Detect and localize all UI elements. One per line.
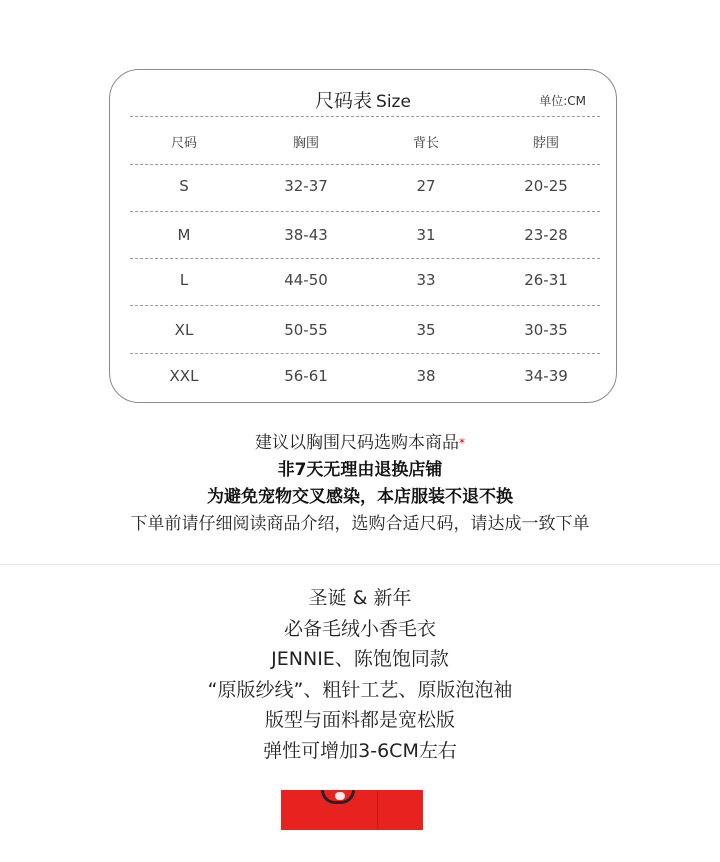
- cell-size: XXL: [169, 367, 199, 385]
- cell-chest: 50-55: [284, 321, 328, 339]
- size-chart-title-en: Size: [376, 92, 411, 112]
- cell-back-length: 38: [416, 367, 436, 385]
- header-neck: 脖围: [532, 136, 559, 151]
- size-chart-card: [109, 69, 617, 403]
- cell-back-length: 35: [416, 321, 436, 339]
- cell-neck: 30-35: [524, 321, 568, 339]
- table-row-l: [110, 271, 616, 291]
- asterisk-mark: *: [459, 436, 465, 450]
- cell-neck: 20-25: [524, 177, 568, 195]
- note-size-advice-text: 建议以胸围尺码选购本商品: [255, 433, 459, 453]
- table-row-xl: [110, 321, 616, 341]
- table-divider: [130, 305, 600, 306]
- cell-size: S: [179, 177, 189, 195]
- cell-back-length: 27: [416, 177, 436, 195]
- cell-chest: 44-50: [284, 271, 328, 289]
- table-row-s: [110, 177, 616, 197]
- note-read-before-order: 下单前请仔细阅读商品介绍，选购合适尺码，请达成一致下单: [130, 514, 590, 534]
- table-header-row: [110, 132, 616, 152]
- table-divider: [130, 164, 600, 165]
- section-divider: [0, 564, 720, 565]
- cell-neck: 23-28: [524, 226, 568, 244]
- promo-line-4: “原版纱线”、粗针工艺、原版泡泡袖: [207, 678, 513, 701]
- promo-line-2: 必备毛绒小香毛衣: [283, 617, 436, 640]
- table-row-m: [110, 226, 616, 246]
- cell-chest: 56-61: [284, 367, 328, 385]
- note-no-return: 非7天无理由退换店铺: [277, 460, 443, 480]
- note-size-advice: [0, 430, 720, 457]
- table-row-xxl: [110, 367, 616, 387]
- table-divider: [130, 116, 600, 117]
- purchase-notes: [0, 430, 720, 538]
- header-size: 尺码: [170, 136, 197, 151]
- cell-size: XL: [174, 321, 194, 339]
- product-promo: [0, 583, 720, 767]
- cell-chest: 32-37: [284, 177, 328, 195]
- header-chest: 胸围: [292, 136, 319, 151]
- cell-back-length: 31: [416, 226, 436, 244]
- promo-line-1: 圣诞 & 新年: [308, 587, 412, 609]
- table-divider: [130, 353, 600, 354]
- promo-line-6: 弹性可增加3-6CM左右: [263, 739, 457, 762]
- promo-line-3: JENNIE、陈饱饱同款: [271, 648, 449, 671]
- promo-line-5: 版型与面料都是宽松版: [264, 709, 455, 732]
- cell-back-length: 33: [416, 271, 436, 289]
- cell-neck: 26-31: [524, 271, 568, 289]
- product-photo: [281, 790, 423, 830]
- note-hygiene-policy: 为避免宠物交叉感染，本店服装不退不换: [207, 487, 513, 507]
- unit-label: 单位:CM: [539, 94, 586, 108]
- cell-size: M: [177, 226, 191, 244]
- table-divider: [130, 211, 600, 212]
- cell-chest: 38-43: [284, 226, 328, 244]
- cell-neck: 34-39: [524, 367, 568, 385]
- size-chart-title-cn: 尺码表: [315, 90, 373, 112]
- cell-size: L: [179, 271, 189, 289]
- table-divider: [130, 258, 600, 259]
- header-back-length: 背长: [412, 136, 439, 151]
- knit-highlight: [335, 792, 345, 800]
- fabric-fold: [377, 790, 378, 830]
